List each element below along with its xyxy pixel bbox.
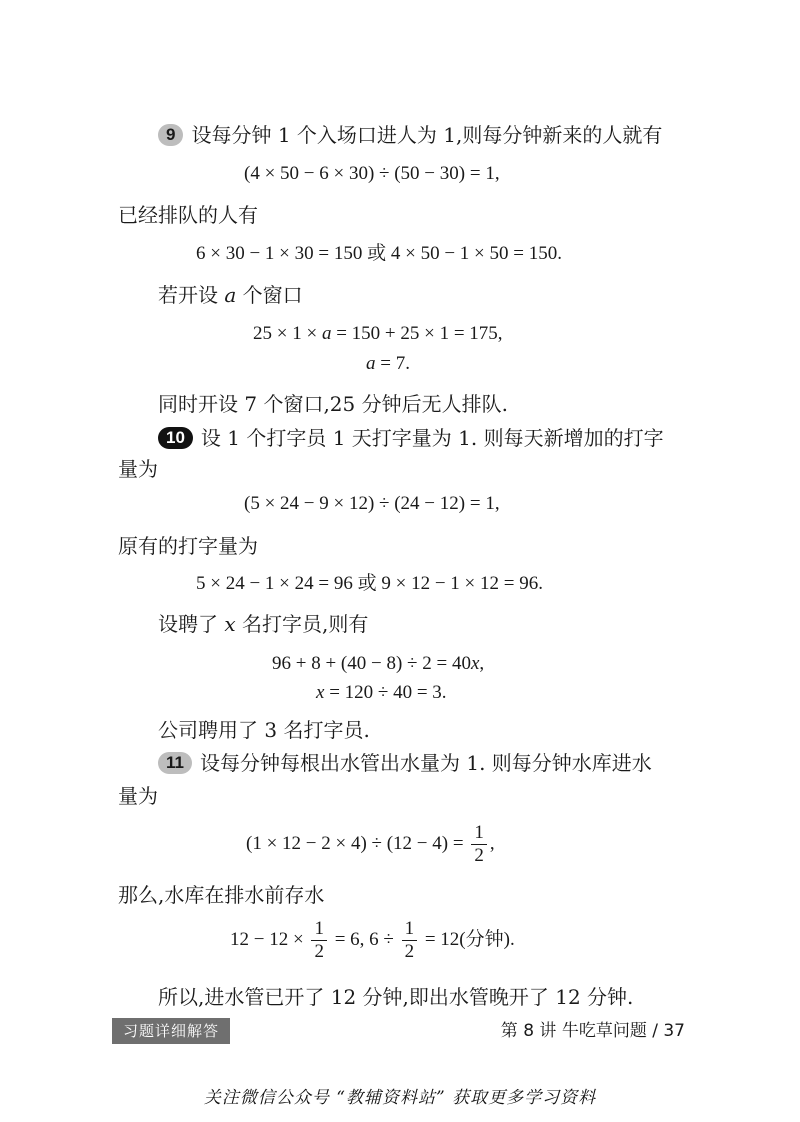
fraction-half xyxy=(471,822,487,867)
fraction-numerator: 1 xyxy=(402,918,418,941)
p10-text1: 设 1 个打字员 1 天打字量为 1. 则每天新增加的打字 xyxy=(200,426,664,450)
p10-eq3b xyxy=(316,679,447,707)
problem-9-badge: 9 xyxy=(158,124,183,146)
p11-line3: 那么,水库在排水前存水 xyxy=(118,883,325,907)
p11-eq2 xyxy=(230,918,515,963)
fraction-numerator: 1 xyxy=(311,918,327,941)
fraction-denominator: 2 xyxy=(474,845,484,866)
fraction-half xyxy=(402,918,418,963)
p9-eq3a-post: = 150 + 25 × 1 = 175, xyxy=(331,323,503,344)
var-x: x xyxy=(316,682,325,703)
p10-line1 xyxy=(158,424,664,452)
fraction-numerator: 1 xyxy=(471,822,487,845)
var-a: a xyxy=(321,323,332,344)
var-a: a xyxy=(366,353,376,374)
p10-line4 xyxy=(158,610,368,638)
p9-line2: 已经排队的人有 xyxy=(118,203,258,227)
p10-eq2: 5 × 24 − 1 × 24 = 96 或 9 × 12 − 1 × 12 = 96. xyxy=(196,573,543,594)
p11-eq2-post: = 12(分钟). xyxy=(420,928,515,950)
p9-eq1: (4 × 50 − 6 × 30) ÷ (50 − 30) = 1, xyxy=(244,163,500,184)
p11-eq2-mid: = 6, 6 ÷ xyxy=(329,928,399,950)
p10-eq1: (5 × 24 − 9 × 12) ÷ (24 − 12) = 1, xyxy=(244,493,500,514)
var-x: x xyxy=(470,653,480,674)
p10-eq3a-post: , xyxy=(479,653,485,674)
p9-eq3a xyxy=(253,320,503,348)
p9-line1 xyxy=(158,121,662,149)
p9-text1: 设每分钟 1 个入场口进人为 1,则每分钟新来的人就有 xyxy=(191,123,663,147)
p9-eq3b xyxy=(366,350,410,378)
p10-eq3a-pre: 96 + 8 + (40 − 8) ÷ 2 = 40 xyxy=(272,653,471,674)
p10-line5: 公司聘用了 3 名打字员. xyxy=(158,718,370,742)
p11-line2: 量为 xyxy=(118,784,158,808)
watermark-note: 关注微信公众号 “教辅资料站” 获取更多学习资料 xyxy=(203,1088,597,1108)
p11-eq2-pre: 12 − 12 × xyxy=(230,928,309,950)
section-label: 习题详细解答 xyxy=(112,1018,230,1044)
p9-eq2: 6 × 30 − 1 × 30 = 150 或 4 × 50 − 1 × 50 = 150. xyxy=(196,243,562,264)
p10-line4-pre: 设聘了 xyxy=(158,612,225,636)
p10-eq3a xyxy=(272,650,484,678)
p9-line4: 同时开设 7 个窗口,25 分钟后无人排队. xyxy=(158,392,508,416)
problem-10-badge: 10 xyxy=(158,427,193,449)
p10-line4-post: 名打字员,则有 xyxy=(235,612,369,636)
problem-11-badge: 11 xyxy=(158,752,192,774)
p9-eq3a-pre: 25 × 1 × xyxy=(253,323,322,344)
var-a: a xyxy=(224,283,237,307)
var-x: x xyxy=(224,612,236,636)
p10-line2: 量为 xyxy=(118,457,158,481)
fraction-denominator: 2 xyxy=(314,941,324,962)
p11-eq1-pre: (1 × 12 − 2 × 4) ÷ (12 − 4) = xyxy=(246,832,469,854)
p9-line3-post: 个窗口 xyxy=(236,283,303,307)
p9-line3 xyxy=(158,281,303,309)
p11-eq1-post: , xyxy=(489,832,495,854)
page-footer: 第 8 讲 牛吃草问题 / 37 xyxy=(500,1021,685,1041)
fraction-denominator: 2 xyxy=(404,941,415,962)
p11-line4: 所以,进水管已开了 12 分钟,即出水管晚开了 12 分钟. xyxy=(158,985,634,1009)
p9-line3-pre: 若开设 xyxy=(158,283,225,307)
p11-eq1 xyxy=(246,822,495,867)
p10-eq3b-post: = 120 ÷ 40 = 3. xyxy=(324,682,447,703)
p11-text1: 设每分钟每根出水管出水量为 1. 则每分钟水库进水 xyxy=(199,751,652,775)
p9-eq3b-post: = 7. xyxy=(375,353,410,374)
fraction-half xyxy=(311,918,327,963)
p11-line1 xyxy=(158,749,652,777)
p10-line3: 原有的打字量为 xyxy=(118,534,258,558)
